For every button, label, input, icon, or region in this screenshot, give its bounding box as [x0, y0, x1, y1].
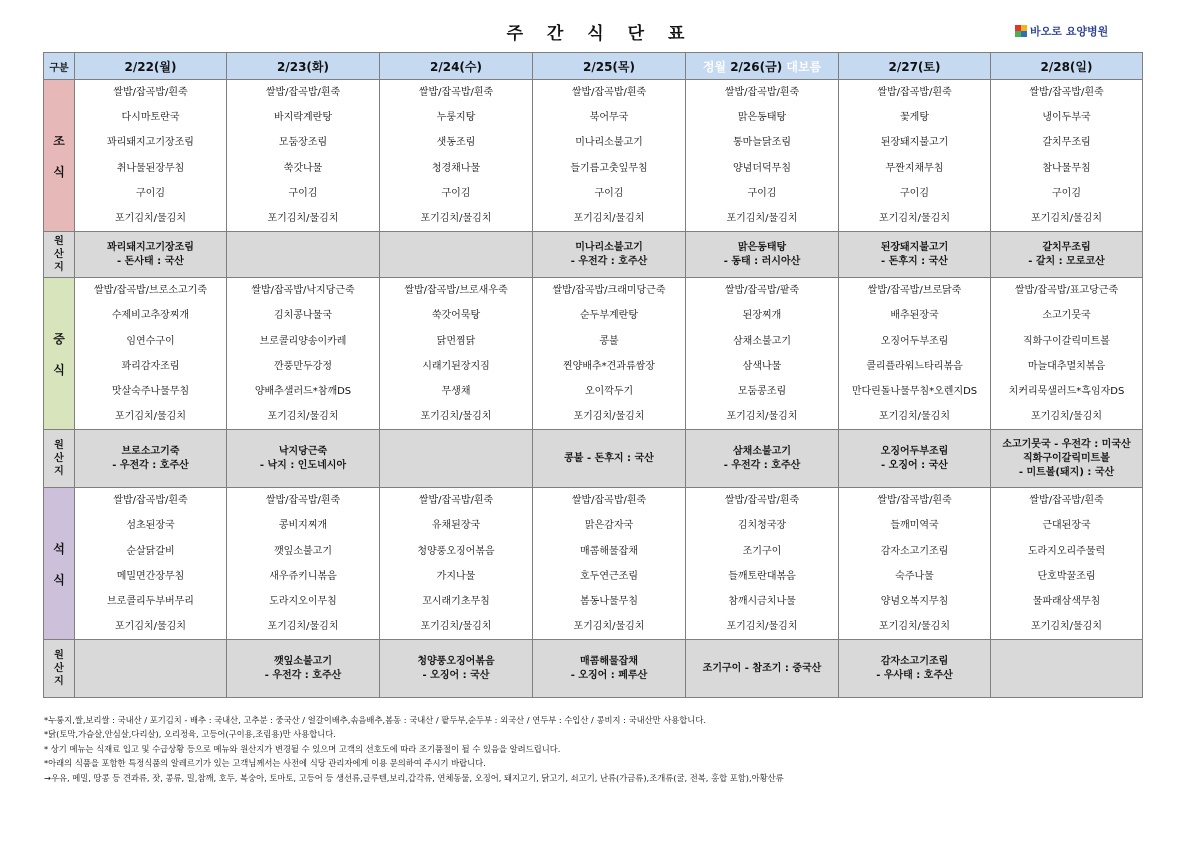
- menu-item: 구이김: [900, 187, 929, 199]
- menu-item: 된장찌개: [742, 310, 782, 322]
- logo-icon: [1015, 25, 1027, 37]
- weekly-menu-table: [43, 52, 1143, 698]
- menu-item: 호두연근조림: [580, 570, 638, 582]
- menu-item: 통마늘닭조림: [733, 137, 791, 149]
- menu-item: 깻잎소불고기: [274, 545, 332, 557]
- menu-item: 꽈리감자조림: [121, 360, 180, 372]
- menu-item: 쌀밥/잡곡밥/흰죽: [724, 87, 800, 98]
- menu-item: 무생채: [441, 385, 471, 397]
- menu-item: 쌀밥/잡곡밥/흰죽: [877, 87, 952, 98]
- origin-cell: 맑은동태탕 - 동태 : 러시아산: [686, 232, 839, 278]
- breakfast-origin-row: [44, 232, 1143, 278]
- origin-cell: 조기구이 - 참조기 : 중국산: [686, 640, 839, 698]
- logo-text: 바오로 요양병원: [1030, 25, 1109, 38]
- corner-label: 구분: [44, 53, 75, 80]
- menu-item: 단호박꿀조림: [1037, 570, 1096, 582]
- menu-item: 오이깍두기: [584, 385, 634, 397]
- lunch-menu-cell: [227, 278, 380, 430]
- menu-item: 시래기된장지짐: [422, 360, 490, 372]
- menu-item: 포기김치/물김치: [1031, 411, 1102, 423]
- menu-item: 맑은동태탕: [737, 112, 787, 124]
- dinner-menu-cell: [380, 488, 533, 640]
- breakfast-menu-cell: [839, 80, 991, 232]
- menu-item: 꼬시래기초무침: [422, 596, 490, 607]
- menu-item: 미나리소불고기: [575, 137, 643, 149]
- origin-label: 원 산 지: [44, 232, 75, 278]
- menu-item: 쌀밥/잡곡밥/흰죽: [265, 495, 341, 507]
- menu-item: 물파래삼색무침: [1032, 596, 1101, 607]
- menu-item: 쌀밥/잡곡밥/흰죽: [1029, 495, 1104, 507]
- menu-item: 포기김치/물김치: [573, 212, 645, 224]
- menu-item: 포기김치/물김치: [573, 621, 645, 633]
- menu-item: 꽃게탕: [900, 112, 929, 124]
- menu-item: 쌀밥/잡곡밥/흰죽: [113, 87, 188, 98]
- footnote: *닭(토막,가슴살,안심살,다리살), 오리정육, 고등어(구이용,조림용)만 사용합니다.: [44, 729, 336, 740]
- menu-item: 새우쥬키니볶음: [269, 570, 337, 582]
- menu-item: 포기김치/물김치: [879, 212, 950, 224]
- menu-item: 쌀밥/잡곡밥/흰죽: [571, 495, 647, 507]
- origin-label: 원 산 지: [44, 640, 75, 698]
- menu-item: 메밀면간장무침: [116, 570, 185, 582]
- origin-cell: [380, 232, 533, 278]
- day-header: 2/25(목): [533, 53, 686, 80]
- menu-item: 배추된장국: [890, 310, 939, 322]
- menu-item: 포기김치/물김치: [879, 621, 950, 633]
- menu-item: 갈치무조림: [1042, 137, 1091, 149]
- dinner-origin-row: [44, 640, 1143, 698]
- dinner-menu-cell: [533, 488, 686, 640]
- footnote: *누룽지,쌀,보리쌀 : 국내산 / 포기김치 - 배추 : 국내산, 고추분 : 중국산 / 얼갈이배추,솎음배추,봄동 : 국내산 / 팥두부,순두부 : 외국산 / 연두부 : 수입산 / 콩비지 : 국내산만 사용합니다.: [44, 715, 706, 725]
- dinner-menu-cell: [686, 488, 839, 640]
- lunch-origin-row: [44, 430, 1143, 488]
- menu-item: 쌀밥/잡곡밥/브로닭죽: [867, 285, 962, 297]
- lunch-menu-cell: [75, 278, 227, 430]
- page-title: 주 간 식 단 표: [506, 24, 694, 44]
- menu-item: 샛동조림: [436, 137, 476, 149]
- menu-item: 포기김치/물김치: [420, 212, 492, 224]
- menu-item: 조기구이: [742, 545, 782, 557]
- menu-item: 닭먼찜닭: [436, 335, 476, 347]
- origin-label: 원 산 지: [44, 430, 75, 488]
- menu-item: 양념더덕무침: [733, 162, 791, 174]
- menu-item: 들기름고춧잎무침: [570, 162, 648, 174]
- holiday-date: 2/26(금): [730, 59, 783, 74]
- origin-cell: 오징어두부조림 - 오징어 : 국산: [839, 430, 991, 488]
- breakfast-menu-cell: [991, 80, 1143, 232]
- menu-item: 쌀밥/잡곡밥/흰죽: [724, 495, 800, 507]
- menu-item: 쌀밥/잡곡밥/브로소고기죽: [94, 285, 207, 297]
- lunch-menu-cell: [991, 278, 1143, 430]
- origin-cell: [75, 640, 227, 698]
- menu-item: 감자소고기조림: [880, 545, 949, 557]
- menu-item: 콜리플라워느타리볶음: [866, 360, 963, 372]
- lunch-menu-cell: [686, 278, 839, 430]
- dinner-menu-cell: [991, 488, 1143, 640]
- menu-item: 임연수구이: [126, 335, 175, 347]
- menu-item: 숙주나물: [895, 570, 934, 582]
- holiday-suffix: 대보름: [786, 59, 822, 74]
- breakfast-row: [44, 80, 1143, 232]
- lunch-menu-cell: [533, 278, 686, 430]
- origin-cell: 된장돼지불고기 - 돈후지 : 국산: [839, 232, 991, 278]
- menu-item: 수제비고추장찌개: [111, 310, 190, 322]
- menu-item: 쌀밥/잡곡밥/흰죽: [418, 495, 494, 507]
- origin-cell: [227, 232, 380, 278]
- menu-item: 쌀밥/잡곡밥/표고당근죽: [1014, 285, 1119, 297]
- dinner-menu-cell: [227, 488, 380, 640]
- origin-cell: 깻잎소불고기 - 우전각 : 호주산: [227, 640, 380, 698]
- menu-item: 포기김치/물김치: [726, 411, 798, 423]
- menu-item: 찐양배추*견과류쌈장: [563, 360, 655, 372]
- menu-item: 브로콜리양송이카레: [259, 335, 347, 347]
- menu-item: 모둠콩조림: [737, 385, 787, 397]
- menu-item: 포기김치/물김치: [726, 212, 798, 224]
- menu-item: 쌀밥/잡곡밥/팥죽: [724, 285, 800, 297]
- origin-cell: 브로소고기죽 - 우전각 : 호주산: [75, 430, 227, 488]
- menu-item: 청경채나물: [431, 162, 481, 174]
- menu-item: 쌀밥/잡곡밥/흰죽: [571, 87, 647, 98]
- menu-item: 깐풍만두강정: [274, 360, 332, 372]
- menu-item: 꽈리돼지고기장조림: [107, 137, 194, 149]
- day-header-holiday: [686, 53, 839, 80]
- menu-item: 유채된장국: [431, 520, 481, 532]
- menu-item: 맛살숙주나물무침: [111, 385, 190, 397]
- origin-cell: 낙지당근죽 - 낙지 : 인도네시아: [227, 430, 380, 488]
- header-row: [44, 53, 1143, 80]
- menu-item: 삼채소불고기: [733, 335, 791, 347]
- menu-item: 취나물된장무침: [116, 162, 185, 174]
- menu-item: 오징어두부조림: [880, 335, 949, 347]
- dinner-menu-cell: [839, 488, 991, 640]
- origin-cell: 삼채소불고기 - 우전각 : 호주산: [686, 430, 839, 488]
- lunch-row: [44, 278, 1143, 430]
- dinner-label: 석 식: [44, 488, 75, 640]
- menu-item: 콩불: [599, 335, 619, 347]
- menu-item: 맑은감자국: [584, 520, 634, 532]
- lunch-label: 중 식: [44, 278, 75, 430]
- holiday-prefix: 정월: [702, 59, 727, 74]
- menu-item: 포기김치/물김치: [115, 212, 186, 224]
- menu-item: 청양풍오징어볶음: [417, 545, 495, 557]
- menu-item: 도라지오이무침: [269, 596, 337, 607]
- menu-item: 양배추샐러드*참깨DS: [254, 385, 352, 397]
- menu-item: 쌀밥/잡곡밥/브로새우죽: [404, 285, 508, 297]
- menu-item: 구이김: [136, 187, 165, 199]
- menu-item: 다시마토란국: [121, 112, 180, 124]
- menu-item: 포기김치/물김치: [420, 621, 492, 633]
- menu-item: 모둠장조림: [278, 137, 328, 149]
- menu-item: 쌀밥/잡곡밥/흰죽: [265, 87, 341, 98]
- menu-item: 삼색나물: [742, 360, 782, 372]
- menu-item: 치커리묵샐러드*흑임자DS: [1008, 385, 1125, 397]
- day-header: 2/23(화): [227, 53, 380, 80]
- breakfast-menu-cell: [686, 80, 839, 232]
- origin-cell: 콩불 - 돈후지 : 국산: [533, 430, 686, 488]
- day-header: 2/27(토): [839, 53, 991, 80]
- menu-item: 소고기뭇국: [1042, 310, 1091, 322]
- menu-item: 포기김치/물김치: [573, 411, 645, 423]
- day-header: 2/24(수): [380, 53, 533, 80]
- menu-item: 쌀밥/잡곡밥/흰죽: [877, 495, 952, 507]
- menu-item: 쌀밥/잡곡밥/크래미당근죽: [552, 285, 666, 297]
- menu-item: 들깨토란대볶음: [728, 570, 796, 582]
- origin-cell: 꽈리돼지고기장조림 - 돈사태 : 국산: [75, 232, 227, 278]
- menu-item: 포기김치/물김치: [879, 411, 950, 423]
- menu-item: 순살닭갈비: [126, 545, 175, 557]
- menu-item: 참깨시금치나물: [728, 596, 796, 607]
- day-header: 2/22(월): [75, 53, 227, 80]
- menu-item: 콩비지찌개: [278, 520, 328, 532]
- origin-cell: 감자소고기조림 - 우사태 : 호주산: [839, 640, 991, 698]
- origin-cell: 청양풍오징어볶음 - 오징어 : 국산: [380, 640, 533, 698]
- menu-item: 된장돼지불고기: [880, 137, 949, 149]
- menu-item: 포기김치/물김치: [267, 212, 339, 224]
- footnotes: [44, 713, 784, 785]
- menu-item: 쌀밥/잡곡밥/흰죽: [113, 495, 188, 507]
- menu-item: 쌀밥/잡곡밥/낙지당근죽: [251, 285, 355, 297]
- menu-item: 구이김: [594, 187, 624, 199]
- origin-cell: [380, 430, 533, 488]
- menu-item: 김치청국장: [737, 520, 787, 532]
- breakfast-menu-cell: [533, 80, 686, 232]
- menu-item: 무짠지채무침: [885, 162, 944, 174]
- breakfast-menu-cell: [227, 80, 380, 232]
- menu-item: 들깨미역국: [890, 520, 939, 532]
- menu-item: 쌀밥/잡곡밥/흰죽: [1029, 87, 1104, 98]
- menu-item: 매콤해물잡채: [580, 545, 638, 557]
- dinner-row: [44, 488, 1143, 640]
- breakfast-label: 조 식: [44, 80, 75, 232]
- menu-item: 포기김치/물김치: [267, 411, 339, 423]
- menu-item: 북어무국: [589, 112, 629, 124]
- breakfast-menu-cell: [380, 80, 533, 232]
- menu-item: 포기김치/물김치: [420, 411, 492, 423]
- menu-item: 브로콜리두부버무리: [107, 596, 194, 607]
- menu-item: 만다린돌나물무침*오렌지DS: [851, 385, 978, 397]
- menu-item: 포기김치/물김치: [1031, 212, 1102, 224]
- menu-item: 참나물무침: [1042, 162, 1091, 174]
- menu-item: 포기김치/물김치: [115, 621, 186, 633]
- menu-item: 섬초된장국: [126, 520, 175, 532]
- menu-item: 김치콩나물국: [274, 310, 332, 322]
- menu-item: 순두부계란탕: [580, 310, 638, 322]
- menu-item: 포기김치/물김치: [267, 621, 339, 633]
- menu-item: 냉이두부국: [1042, 112, 1091, 124]
- lunch-menu-cell: [380, 278, 533, 430]
- footnote: →우유, 메밀, 땅콩 등 견과류, 잣, 콩류, 밀,참깨, 호두, 복숭아, 토마토, 고등어 등 생선류,글루텐,보리,갑각류, 연체동물, 오징어, 돼지고기, 닭고기, 쇠고기, 난류(가금류),조개류(굴, 전복, 홍합 포함),아황산류: [44, 772, 784, 783]
- origin-cell: 소고기뭇국 - 우전각 : 미국산 직화구이갈릭미트볼 - 미트볼(돼지) : 국산: [991, 430, 1143, 488]
- lunch-menu-cell: [839, 278, 991, 430]
- menu-item: 바지락계란탕: [274, 112, 332, 124]
- menu-item: 근대된장국: [1042, 520, 1091, 532]
- menu-item: 도라지오리주물럭: [1027, 545, 1106, 557]
- menu-item: 포기김치/물김치: [726, 621, 798, 633]
- origin-cell: 미나리소불고기 - 우전각 : 호주산: [533, 232, 686, 278]
- menu-item: 쑥갓어묵탕: [431, 310, 481, 322]
- menu-item: 구이김: [1052, 187, 1081, 199]
- hospital-logo: [1015, 23, 1108, 39]
- breakfast-menu-cell: [75, 80, 227, 232]
- menu-item: 누룽지탕: [436, 112, 476, 124]
- menu-item: 가지나물: [436, 570, 476, 582]
- origin-cell: [991, 640, 1143, 698]
- origin-cell: 매콤해물잡채 - 오징어 : 페루산: [533, 640, 686, 698]
- day-header: 2/28(일): [991, 53, 1143, 80]
- menu-item: 포기김치/물김치: [115, 411, 186, 423]
- menu-item: 구이김: [441, 187, 471, 199]
- dinner-menu-cell: [75, 488, 227, 640]
- footnote: *아래의 식품을 포함한 특정식품의 알레르기가 있는 고객님께서는 사전에 식당 관리자에게 이용 문의하여 주시기 바랍니다.: [44, 758, 486, 769]
- menu-item: 양념오복지무침: [880, 596, 949, 607]
- menu-item: 포기김치/물김치: [1031, 621, 1102, 633]
- menu-item: 마늘대추멸치볶음: [1027, 360, 1106, 372]
- menu-item: 구이김: [288, 187, 318, 199]
- origin-cell: 갈치무조림 - 갈치 : 모로코산: [991, 232, 1143, 278]
- menu-item: 봄동나물무침: [580, 596, 638, 607]
- menu-item: 직화구이갈릭미트볼: [1023, 335, 1110, 347]
- menu-item: 쌀밥/잡곡밥/흰죽: [418, 87, 494, 98]
- menu-item: 구이김: [747, 187, 777, 199]
- footnote: * 상기 메뉴는 식재료 입고 및 수급상황 등으로 메뉴와 원산지가 변경될 수 있으며 고객의 선호도에 따라 조기품절이 될 수 있음을 알려드립니다.: [44, 743, 561, 754]
- menu-item: 쑥갓나물: [283, 162, 323, 174]
